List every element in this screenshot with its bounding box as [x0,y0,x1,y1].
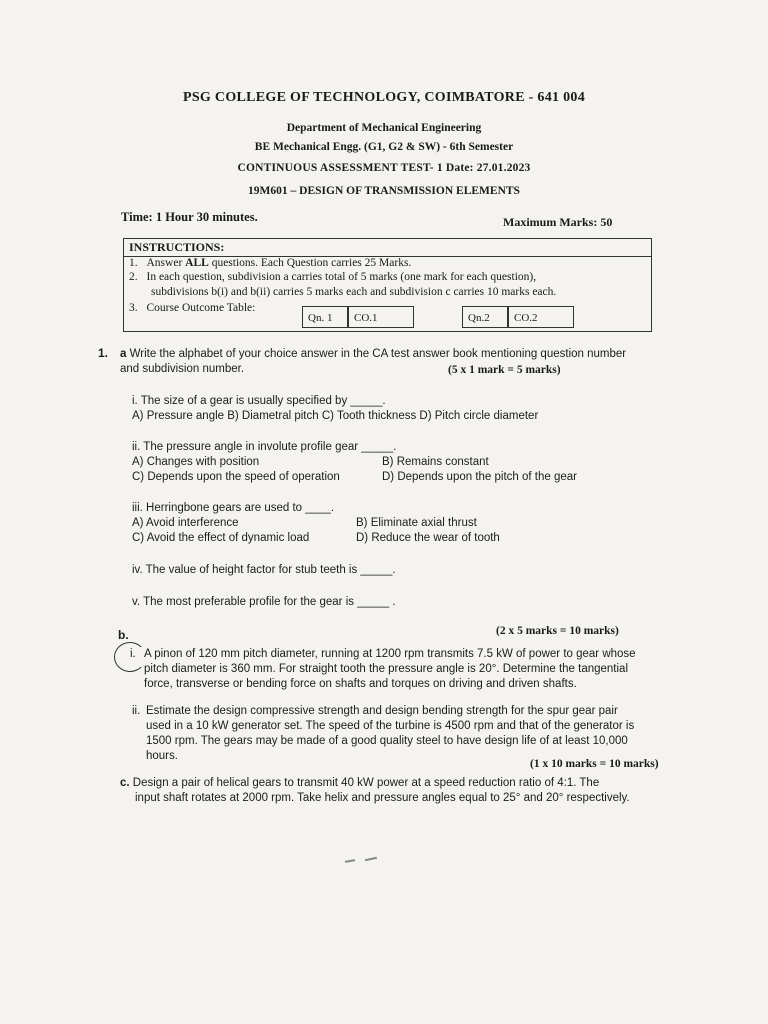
q1a-line2: and subdivision number. [120,363,245,375]
q1c-label: c. [120,777,130,789]
pen-mark [345,859,355,863]
instruction-2-line2: subdivisions b(i) and b(ii) carries 5 marks each and subdivision c carries 10 marks each. [151,286,557,298]
instruction-3 [129,302,255,314]
instruction-1-post: questions. Each Question carries 25 Marks. [208,257,412,269]
college-name: PSG COLLEGE OF TECHNOLOGY, COIMBATORE - 641 004 [182,90,585,105]
instruction-2-line1: In each question, subdivision a carries total of 5 marks (one mark for each question), [146,271,537,283]
q1a-v-stem: v. The most preferable profile for the gear is _____ . [132,596,396,608]
q1a-ii-option-b: B) Remains constant [382,456,489,468]
maximum-marks: Maximum Marks: 50 [503,215,613,229]
q1c-line2: input shaft rotates at 2000 rpm. Take helix and pressure angles equal to 25° and 20° respectively. [135,792,630,804]
q1b-i-line2: pitch diameter is 360 mm. For straight tooth the pressure angle is 20°. Determine the tangential [144,663,629,675]
q1a-i-stem: i. The size of a gear is usually specified by _____. [132,395,386,407]
co-table-co2: CO.2 [508,306,574,328]
q1b-ii-number: ii. [132,705,141,717]
q1a-marks: (5 x 1 mark = 5 marks) [448,364,561,376]
q1c-marks: (1 x 10 marks = 10 marks) [530,758,659,770]
co-table-co1: CO.1 [348,306,414,328]
co-table-qn2: Qn.2 [462,306,508,328]
pen-mark [365,857,377,861]
q1a-ii-option-d: D) Depends upon the pitch of the gear [382,471,577,483]
q1b-i-line3: force, transverse or bending force on shafts and torques on driving and driven shafts. [144,678,577,690]
time-allowed: Time: 1 Hour 30 minutes. [121,210,258,224]
q1b-i-line1: A pinon of 120 mm pitch diameter, running at 1200 rpm transmits 7.5 kW of power to gear whose [144,648,636,660]
q1c-line1: Design a pair of helical gears to transmit 40 kW power at a speed reduction ratio of 4:1. The [132,777,600,789]
q1a-ii-option-c: C) Depends upon the speed of operation [132,471,340,483]
instruction-2-number: 2. [129,271,138,283]
q1a-ii-option-a: A) Changes with position [132,456,260,468]
q1b-label: b. [118,628,129,642]
q1b-ii-line4: hours. [146,750,178,762]
instruction-2 [129,271,536,283]
q1a-label: a [120,348,127,360]
instructions-heading: INSTRUCTIONS: [129,240,225,254]
q1a-instruction-line1 [120,348,626,360]
instruction-1-pre: Answer [146,257,186,269]
instruction-1 [129,257,411,269]
q1a-iii-option-b: B) Eliminate axial thrust [356,517,477,529]
q1a-iii-option-a: A) Avoid interference [132,517,239,529]
instruction-1-bold: ALL [185,257,209,269]
q1b-ii-line1: Estimate the design compressive strength and design bending strength for the spur gear pair [146,705,618,717]
co-table-qn1: Qn. 1 [302,306,348,328]
program-line: BE Mechanical Engg. (G1, G2 & SW) - 6th Semester [254,141,514,153]
instruction-3-text: Course Outcome Table: [146,302,256,314]
test-line: CONTINUOUS ASSESSMENT TEST- 1 Date: 27.01.2023 [237,162,531,174]
instructions-header-row [124,239,651,257]
instruction-3-number: 3. [129,302,138,314]
q1a-ii-stem: ii. The pressure angle in involute profile gear _____. [132,441,397,453]
q1a-i-options: A) Pressure angle B) Diametral pitch C) Tooth thickness D) Pitch circle diameter [132,410,539,422]
q1b-marks: (2 x 5 marks = 10 marks) [496,625,619,637]
instruction-1-number: 1. [129,257,138,269]
question-number: 1. [98,346,109,360]
q1a-iv-stem: iv. The value of height factor for stub teeth is _____. [132,564,396,576]
department-name: Department of Mechanical Engineering [286,122,482,134]
q1a-iii-option-d: D) Reduce the wear of tooth [356,532,500,544]
q1c-line1-wrap [120,777,599,789]
q1a-iii-option-c: C) Avoid the effect of dynamic load [132,532,310,544]
q1a-iii-stem: iii. Herringbone gears are used to ____. [132,502,335,514]
q1a-line1: Write the alphabet of your choice answer in the CA test answer book mentioning question number [129,348,627,360]
q1b-ii-line2: used in a 10 kW generator set. The speed of the turbine is 4500 rpm and that of the generator is [146,720,635,732]
q1b-ii-line3: 1500 rpm. The gears may be made of a good quality steel to have design life of at least 10,000 [146,735,628,747]
course-line: 19M601 – DESIGN OF TRANSMISSION ELEMENTS [248,185,520,197]
q1b-i-number: i. [130,648,136,660]
